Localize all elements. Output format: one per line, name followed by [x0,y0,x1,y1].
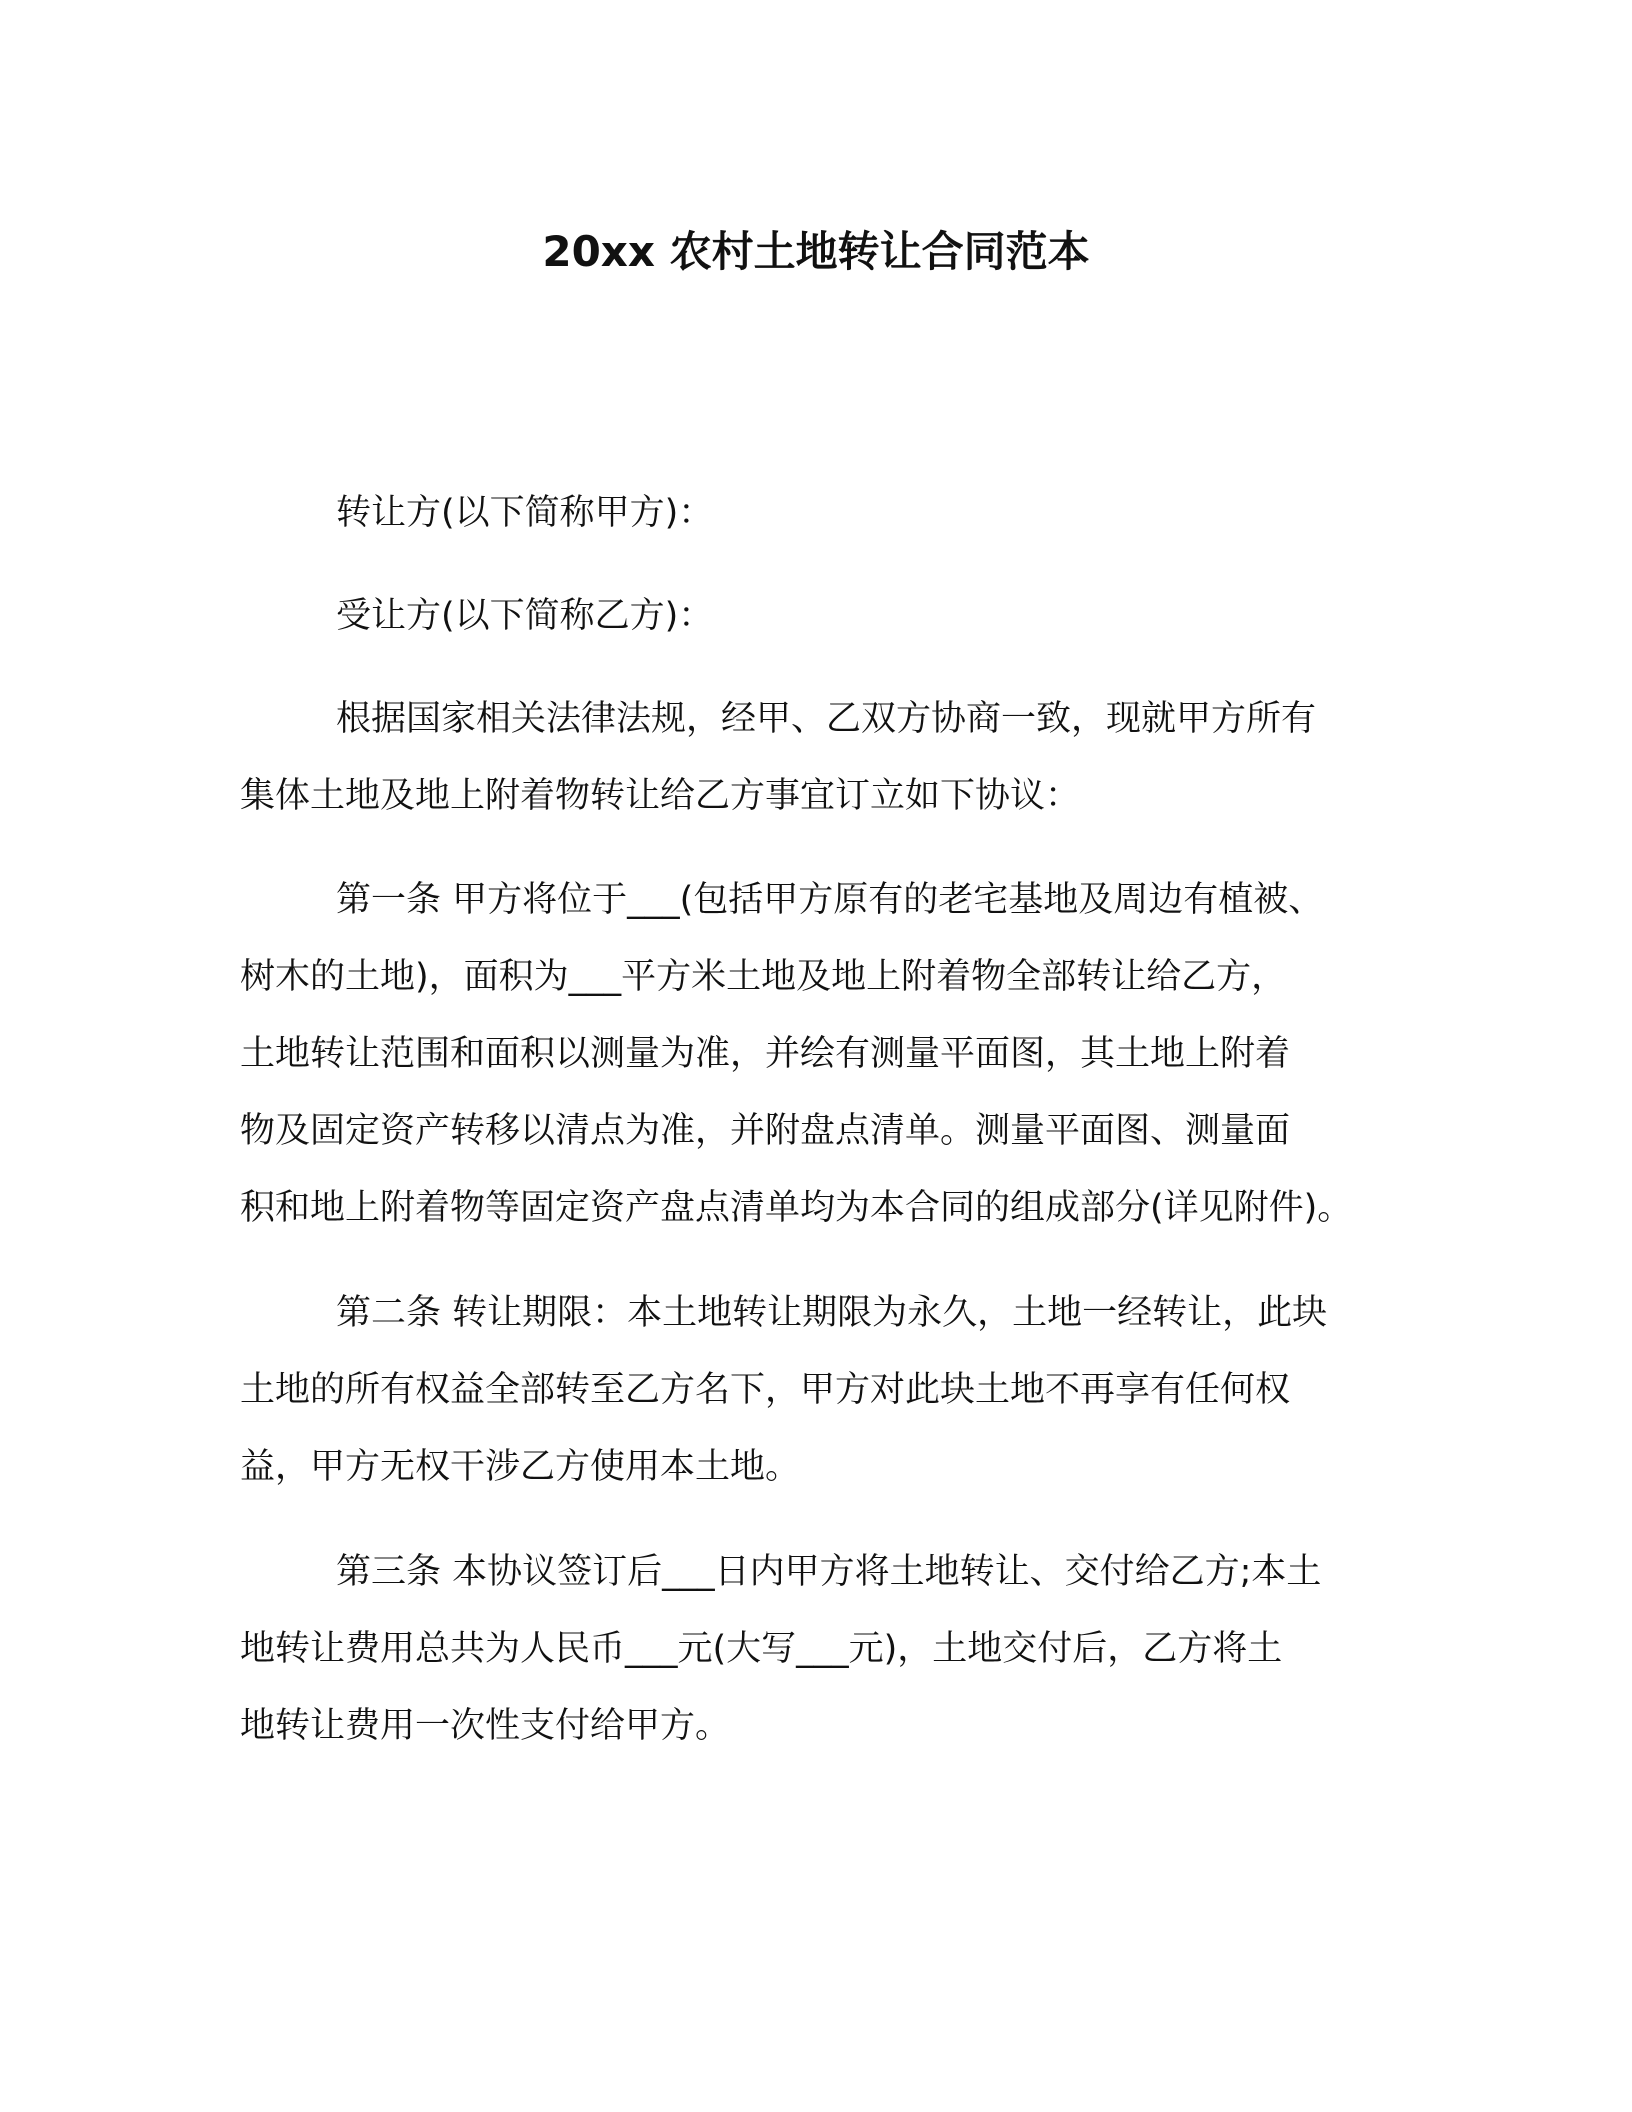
paragraph-line: 第一条 甲方将位于___(包括甲方原有的老宅基地及周边有植被、 [336,880,1324,920]
paragraph-preamble [240,681,1316,835]
paragraph-line: 地转让费用一次性支付给甲方。 [240,1706,731,1746]
document-title: 20xx 农村土地转让合同范本 [542,227,1090,276]
paragraph-line: 第三条 本协议签订后___日内甲方将土地转让、交付给乙方;本土 [336,1552,1322,1592]
paragraph-line: 物及固定资产转移以清点为准，并附盘点清单。测量平面图、测量面 [240,1111,1291,1151]
paragraph-transferor [240,475,713,552]
paragraph-line: 根据国家相关法律法规，经甲、乙双方协商一致，现就甲方所有 [336,699,1317,739]
paragraph-line: 集体土地及地上附着物转让给乙方事宜订立如下协议： [240,776,1081,816]
paragraph-article-3 [240,1534,1321,1765]
paragraph-line: 地转让费用总共为人民币___元(大写___元)，土地交付后，乙方将土 [240,1629,1283,1669]
paragraph-article-2 [240,1275,1327,1506]
paragraph-line: 第二条 转让期限：本土地转让期限为永久，土地一经转让，此块 [336,1293,1328,1333]
paragraph-transferee [240,578,713,655]
paragraph-line: 土地转让范围和面积以测量为准，并绘有测量平面图，其土地上附着 [240,1034,1291,1074]
paragraph-line: 树木的土地)，面积为___平方米土地及地上附着物全部转让给乙方， [240,957,1287,997]
paragraph-line: 土地的所有权益全部转至乙方名下，甲方对此块土地不再享有任何权 [240,1370,1291,1410]
paragraph-article-1 [240,862,1352,1247]
paragraph-line: 积和地上附着物等固定资产盘点清单均为本合同的组成部分(详见附件)。 [240,1188,1353,1228]
paragraph-line: 益，甲方无权干涉乙方使用本土地。 [240,1447,801,1487]
paragraph-line: 受让方(以下简称乙方)： [336,596,714,636]
paragraph-line: 转让方(以下简称甲方)： [336,493,714,533]
